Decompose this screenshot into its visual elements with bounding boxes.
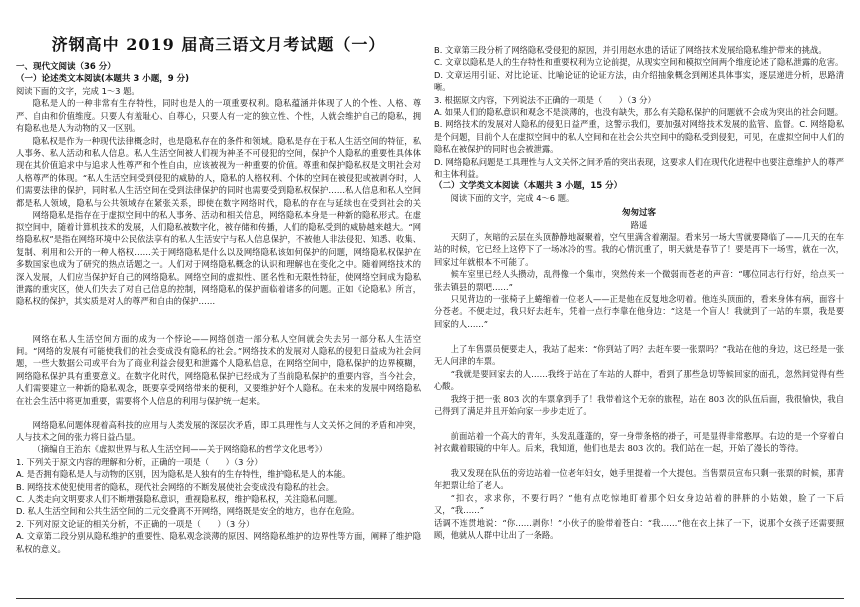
q2-option-b: B. 文章第三段分析了网络隐私受侵犯的原因，并引用赵水患的话证了网络技术发展给隐私维护带来的挑战。 <box>434 45 827 55</box>
story-paragraph: 前面站着一个高大的青年，头发乱蓬蓬的，穿一身带条格的褂子，可是显得非常憨厚。右边的是一个穿着白衬衣戴着眼镜的中年人。后来，我知道，他们也是去 803 次的。我们站在一起，开始了漫长的等待。 <box>434 430 844 454</box>
left-column <box>16 0 421 555</box>
bottom-rule <box>16 598 844 599</box>
story-paragraph: 上了车售票员便要走人，我站了起来：“你到站了吗？去赶车要一张票吗？”我站在他的身边，这已经是一张无人问津的车票。 <box>434 343 844 367</box>
passage-paragraph: 网络在私人生活空间方面的成为一个悖论——网络创造一部分私人空间就会失去另一部分私人生活空间。“网络的发展有可能使我们的社会变成没有隐私的社会。”网络技术的发展对人隐私的侵犯日益成为社会问题，一些大数据公司或平台为了商业利益会侵犯和泄露个人隐私信息，在网络空间中，隐私保护的边界模糊，网络隐私保护具有重要意义。在数字化时代，网络隐私保护已经成为了当前隐私保护的重要内容，当今社会，人们需要建立一种新的隐私观念，既要享受网络带来的便利，又要维护好个人隐私。在未来的发展中网络隐私在社会生活中将更加重要，需要将个人信息的利用与保护统一起来。 <box>16 333 421 406</box>
q1-option-b: B. 网络技术使犯使用者的隐私，现代社会网络的不断发展使社会变成没有隐私的社会。 <box>16 481 334 492</box>
q1-option-a: A. 是否拥有隐私是人与动物的区别，因为隐私是人独有的生存特性，维护隐私是人的本能。 <box>16 469 351 480</box>
passage-paragraph: 隐私权是作为一种现代法律概念时，也是隐私存在的条件和领域。隐私是存在于私人生活空间的特征，私人事务、私人活动和私人信息。私人生活空间被人们视为神圣不可侵犯的空间，保护个人隐私的重要性具体体现在其价值追求中与追求人性尊严和个性自由，应该被视为一种重要的价值。尊重和保护隐私权是文明社会对人格尊严的体现。“私人生活空间受到侵犯的威胁的人，隐私的人格权利、个体的空间在被侵犯或被剥夺时，人们需要法律的保护，同时私人生活空间在受到法律保护的同时也需要受到隐私权保护……私人信息和私人空间都是私人领域，隐私与公共领域存在紧张关系，即使在数字网络时代，隐私的存在与延续也在受到社会的关 <box>16 135 421 208</box>
story-paragraph: 我终于把一张 803 次的车票拿到手了！我带着这个无奈的旅程，站在 803 次的队伍后面，我很愉快，我自己得到了满足并且开始向家一步步走近了。 <box>434 393 844 417</box>
passage-paragraph: 网络隐私问题体现着高科技的应用与人类发展的深层次矛盾，即工具理性与人文关怀之间的矛盾和冲突，人与技术之间的张力将日益凸显。 <box>16 419 421 443</box>
exam-title: 济钢高中 2019 届高三语文月考试题（一） <box>51 35 386 54</box>
q2-option-a: A. 文章第二段分别从隐私维护的重要性、隐私观念淡薄的原因、网络隐私维护的边界性等方面，阐释了维护隐私权的意义。 <box>16 531 421 554</box>
instruction: 阅读下面的文字，完成 1～3 题。 <box>16 86 140 96</box>
q2-option-c: C. 文章以隐私是人的生存特性和重要权利为立论前提，从现实空间和模拟空间两个维度论述了隐私泄露的危害。 <box>434 57 844 68</box>
story-paragraph: 我又发现在队伍的旁边站着一位老年妇女，她手里提着一个大提包。当售票员宣布只剩一张票的时候，那青年把票让给了老人。 <box>434 467 844 491</box>
story-paragraph: 只见背边的一张椅子上蜷缩着一位老人——正是他在反复地念叨着。他连头顶面的，看来身体有病，面容十分苍老。不便走过，我只好去赶车，凭着一点行李靠在他身边：“这是一个盲人！我就到了一站的车票，我是要回家的人……” <box>434 293 844 329</box>
section-literary: （二）文学类文本阅读（本题共 3 小题，15 分） <box>434 181 623 192</box>
passage-paragraph: 网络隐私是指存在于虚拟空间中的私人事务、活动和相关信息，网络隐私本身是一种新的隐私形式。在虚拟空间中，随着计算机技术的发展，人们隐私被数字化，被存储和传播，人们的隐私受到的威胁越来越大。“网络隐私权”是指在网络环境中公民依法享有的私人生活安宁与私人信息保护，不被他人非法侵犯、知悉、收集、复制、利用和公开的一种人格权……关于网络隐私是什么以及网络隐私该如何保护的问题，网络隐私权保护在多数国家也成为了研究的热点话题之一。人们对于网络隐私概念的认识和理解也在变化之中。随着网络技术的深入发展，人们应当保护好自己的网络隐私。网络空间的虚拟性、匿名性和无限性特征，使网络空间成为隐私泄露的重灾区，使人们失去了对自己信息的控制，网络隐私的保护面临着诸多的问题。正如《论隐私》所言，隐私权的保护，其实质是对人的尊严和自由的保护…… <box>16 209 421 307</box>
section-modern-reading: 一、现代文阅读（36 分） <box>16 62 116 72</box>
q3-option-b: B. 网络技术的发展对人隐私的侵犯日益严重，这警示我们，要加强对网络技术发展的监管、监督。C. 网络隐私是个问题，目前个人在虚拟空间中的私人空间和在社会公共空间中的隐私受到侵犯，可见，在虚拟空间中人们的隐私在被保护的同时也会被泄露。 <box>434 119 844 155</box>
q3-option-d: D. 网络隐私问题是工具理性与人文关怀之间矛盾的突出表现，这要求人们在现代化进程中也要注意维护人的尊严和主体利益。 <box>434 156 844 180</box>
story-paragraph: 天阴了，灰暗的云层在头顶静静地凝聚着，空气里满含着潮湿。看来另一场大雪就要降临了——几天的在车站的时候，它已经上这停下了一场冰冷的雪。我的心情沉重了，明天就是春节了！要是再下一场雪，就在一次，回家过年就根本不可能了。 <box>434 231 844 267</box>
story-paragraph: “我就是要回家去的人……我终于站在了车站的人群中，看到了那些急切等候回家的面孔，忽然间觉得有些心酸。 <box>434 368 844 392</box>
question-2: 2. 下列对原文论证的相关分析，不正确的一项是（ ）（3 分） <box>16 518 255 529</box>
question-3: 3. 根据原文内容，下列说法不正确的一项是（ ）（3 分） <box>434 94 656 105</box>
passage-paragraph: 隐私是人的一种非常有生存特性，同时也是人的一项重要权利。隐私蕴涵并体现了人的个性、人格、尊严、自由和价值维度。只要人有羞耻心、自尊心，只要人有一定的独立性、个性，人就会维护自己的隐私，拥有隐私也是人为动物的又一区别。 <box>16 98 421 134</box>
section-argumentative: （一）论述类文本阅读(本题共 3 小题，9 分) <box>16 74 189 84</box>
q3-option-a: A. 如果人们的隐私意识和观念不是淡薄的，也没有缺失，那么有关隐私保护的问题就不会成为突出的社会问题。 <box>434 107 844 118</box>
q1-option-c: C. 人类走向文明要求人们不断增强隐私意识，重视隐私权，维护隐私权，关注隐私问题。 <box>16 494 343 505</box>
story-paragraph: “扣衣，求求你，不要行吗？”他有点吃惊地盯着那个妇女身边站着的胖胖的小姑娘，脸了一下后又，“我……” <box>434 492 844 516</box>
q2-option-d: D. 文章运用引证、对比论证、比喻论证的论证方法，由介绍抽象概念到阐述具体事实，逐层递进分析，思路清晰。 <box>434 69 844 93</box>
right-column <box>434 44 844 542</box>
question-1: 1. 下列关于原文内容的理解和分析，正确的一项是（ ）（3 分） <box>16 456 263 467</box>
instruction-2: 阅读下面的文字，完成 4～6 题。 <box>450 193 575 204</box>
story-paragraph: 话调不连贯地说：“你……剥你！”小伙子的脸带着苍白：“我……”他在衣上抹了一下，说那个女孩子还需要照顾，他就从人群中让出了一条路。 <box>434 517 844 541</box>
q1-option-d: D. 私人生活空间和公共生活空间的二元交叠离不开网络，网络既是安全的地方，也存在危险。 <box>16 506 360 517</box>
story-author: 路遥 <box>630 219 648 230</box>
story-paragraph: 候车室里已经人头攒动，乱得像一个集市，突然传来一个微弱而苍老的声音：“哪位同志行行好，给点买一张去镇县的票吧……” <box>434 269 844 292</box>
story-title: 匆匆过客 <box>621 207 656 218</box>
passage-source: （摘编自王治东《虚拟世界与私人生活空间——关于网络隐私的哲学文化思考》） <box>32 444 328 455</box>
